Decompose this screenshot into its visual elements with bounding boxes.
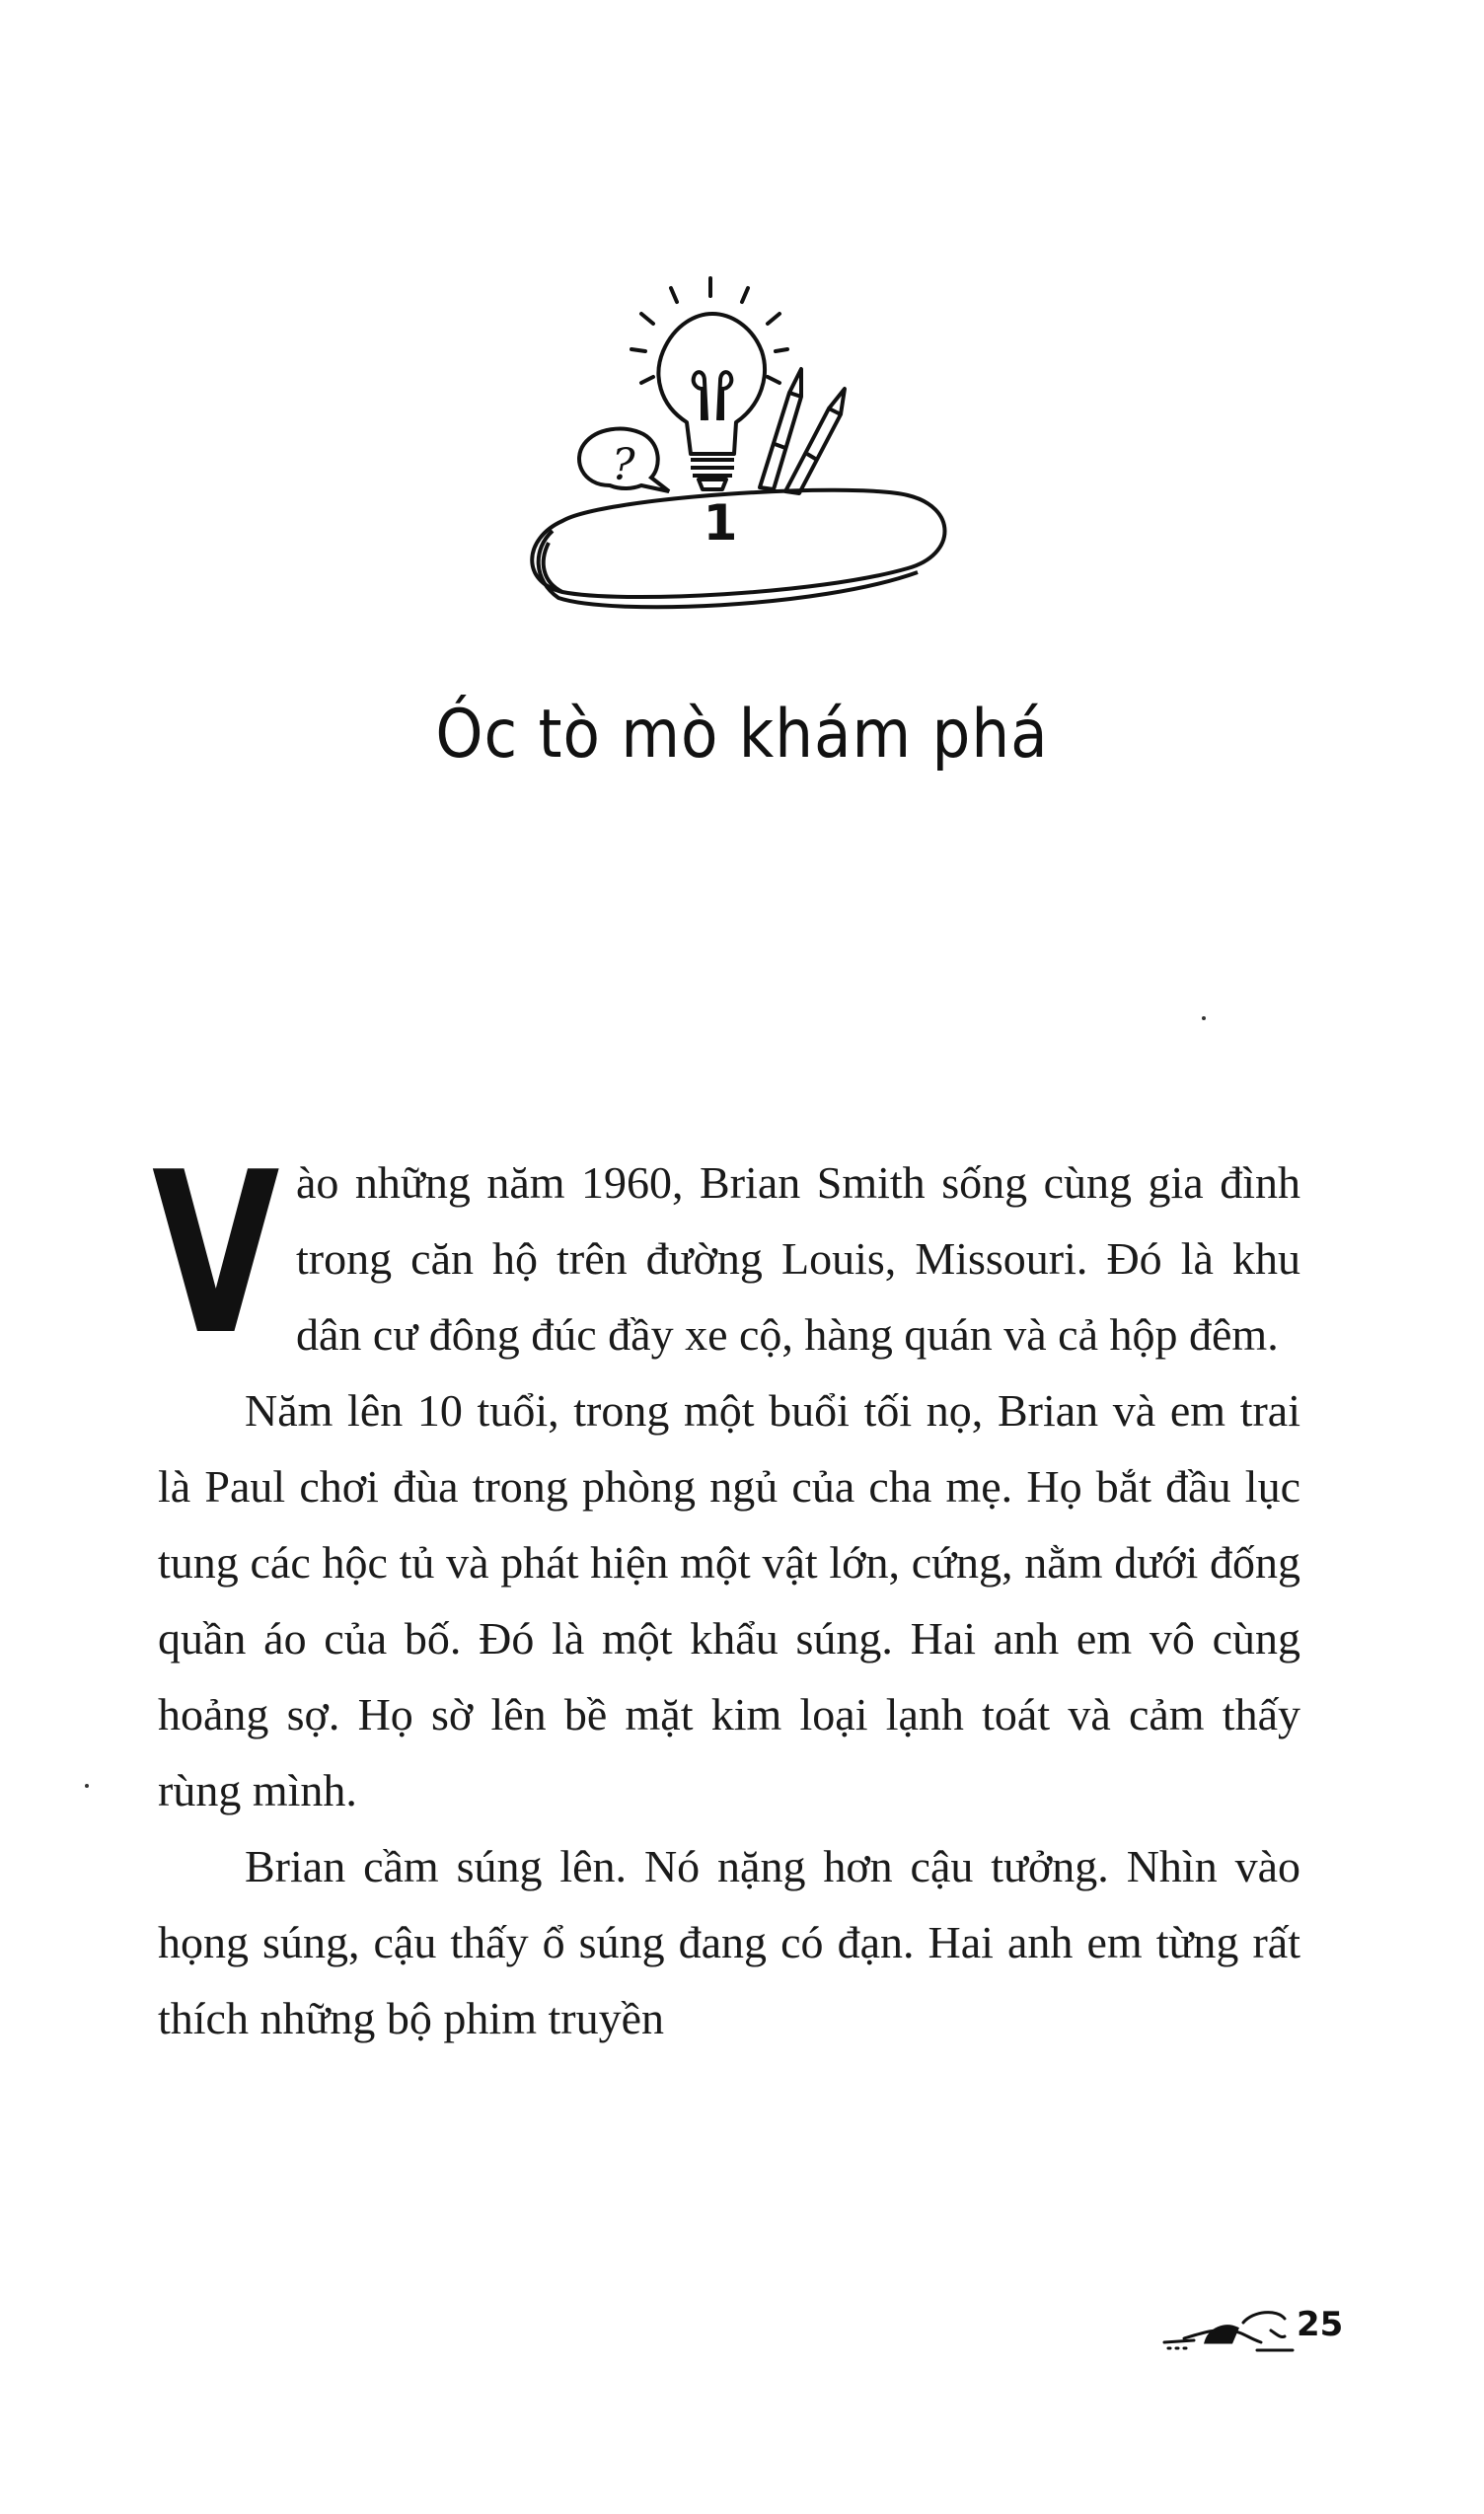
pencils-icon (760, 369, 845, 493)
page-footer (1154, 2299, 1352, 2358)
print-speck (1202, 1016, 1206, 1020)
question-speech-bubble-icon (579, 429, 669, 491)
paragraph-1-text: ào những năm 1960, Brian Smith sống cùng gia đình trong căn hộ trên đường Louis, Missouri. Đó là khu dân cư đông đúc đầy xe cộ, hàng quán và cả hộp đêm. (296, 1157, 1300, 1360)
paragraph-2: Năm lên 10 tuổi, trong một buổi tối nọ, Brian và em trai là Paul chơi đùa trong phòng ngủ của cha mẹ. Họ bắt đầu lục tung các hộc tủ và phát hiện một vật lớn, cứng, nằm dưới đống quần áo của bố. Đó là một khẩu súng. Hai anh em vô cùng hoảng sợ. Họ sờ lên bề mặt kim loại lạnh toát và cảm thấy rùng mình. (158, 1385, 1300, 1815)
lightbulb-icon (658, 314, 764, 489)
paragraph-3: Brian cầm súng lên. Nó nặng hơn cậu tưởng. Nhìn vào họng súng, cậu thấy ổ súng đang có đạn. Hai anh em từng rất thích những bộ phim truyền (158, 1841, 1300, 2043)
chapter-body (152, 1125, 1300, 2056)
chapter-emblem (493, 266, 947, 602)
page-number: 25 (1297, 2305, 1344, 2344)
chapter-number: 1 (703, 494, 738, 552)
chapter-title: Óc tò mò khám phá (435, 696, 1049, 774)
drop-cap: V (152, 1125, 280, 1384)
paragraph-1 (152, 1125, 1300, 1384)
print-speck (85, 1784, 89, 1788)
svg-text:?: ? (612, 440, 635, 490)
pencil-scribble-icon (1154, 2299, 1302, 2358)
